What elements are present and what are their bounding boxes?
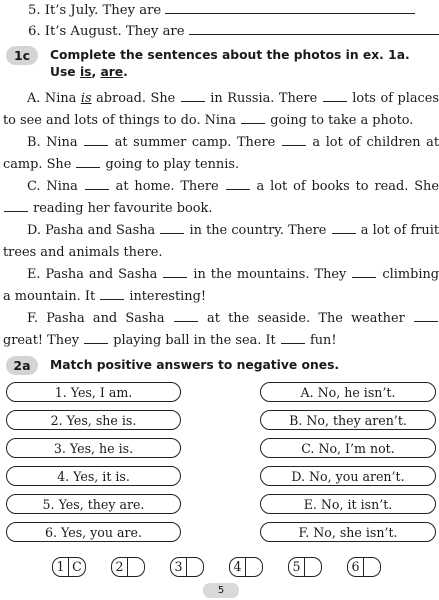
paragraph-c: C. Nina at home. There a lot of books to read. She reading her favourite book.	[3, 176, 439, 220]
blank[interactable]	[100, 289, 124, 300]
answer-box-number: 3	[170, 557, 187, 577]
answer-box-3[interactable]	[170, 557, 204, 577]
negative-answer-b[interactable]: B. No, they aren’t.	[260, 410, 436, 430]
answer-box-field[interactable]	[187, 557, 204, 577]
positive-answer-1[interactable]: 1. Yes, I am.	[6, 382, 181, 402]
positive-answer-4[interactable]: 4. Yes, it is.	[6, 466, 181, 486]
positive-answer-5[interactable]: 5. Yes, they are.	[6, 494, 181, 514]
answer-box-1[interactable]	[52, 557, 86, 577]
answer-box-field[interactable]	[128, 557, 145, 577]
blank[interactable]	[323, 91, 347, 102]
paragraph-d: D. Pasha and Sasha in the country. There a lot of fruit trees and animals there.	[3, 223, 439, 260]
blank[interactable]	[4, 201, 28, 212]
exercise-2a-instruction: Match positive answers to negative ones.	[50, 358, 340, 372]
answer-box-field[interactable]: C	[69, 557, 86, 577]
paragraph-f: F. Pasha and Sasha at the seaside. The weather great! They playing ball in the sea. It fun!	[3, 308, 439, 352]
negative-answer-d[interactable]: D. No, you aren’t.	[260, 466, 436, 486]
answer-box-4[interactable]	[229, 557, 263, 577]
blank[interactable]	[84, 135, 108, 146]
sentence-6-text: 6. It’s August. They are	[28, 24, 185, 39]
blank[interactable]	[241, 113, 265, 124]
blank[interactable]	[84, 333, 108, 344]
positive-answer-6[interactable]: 6. Yes, you are.	[6, 522, 181, 542]
blank[interactable]	[352, 267, 376, 278]
answer-box-5[interactable]	[288, 557, 322, 577]
page-number: 5	[203, 583, 239, 598]
answer-box-field[interactable]	[305, 557, 322, 577]
exercise-1c-header	[2, 46, 439, 86]
sentence-5	[28, 0, 438, 19]
blank[interactable]	[414, 311, 438, 322]
blank[interactable]	[174, 311, 198, 322]
answer-box-number: 4	[229, 557, 246, 577]
exercise-2a-header	[2, 356, 439, 376]
blank[interactable]	[282, 135, 306, 146]
answer-box-number: 2	[111, 557, 128, 577]
answer-box-6[interactable]	[347, 557, 381, 577]
answer-line-6[interactable]	[189, 21, 439, 35]
blank[interactable]	[281, 333, 305, 344]
paragraph-a: A. Nina is abroad. She in Russia. There lots of places to see and lots of things to do. Nina going to take a photo.	[3, 91, 439, 128]
negative-answer-f[interactable]: F. No, she isn’t.	[260, 522, 436, 542]
blank[interactable]	[181, 91, 205, 102]
answer-line-5[interactable]	[165, 0, 415, 14]
answer-box-2[interactable]	[111, 557, 145, 577]
sentence-6	[28, 21, 438, 40]
answer-box-number: 5	[288, 557, 305, 577]
example-answer: is	[80, 91, 92, 106]
exercise-badge-2a: 2a	[6, 356, 38, 375]
answer-box-number: 1	[52, 557, 69, 577]
blank[interactable]	[160, 223, 184, 234]
exercise-badge-1c: 1c	[6, 46, 38, 65]
positive-answer-2[interactable]: 2. Yes, she is.	[6, 410, 181, 430]
blank[interactable]	[332, 223, 356, 234]
positive-answer-3[interactable]: 3. Yes, he is.	[6, 438, 181, 458]
paragraph-b: B. Nina at summer camp. There a lot of children at camp. She going to play tennis.	[3, 135, 439, 172]
answer-box-field[interactable]	[364, 557, 381, 577]
negative-answer-a[interactable]: A. No, he isn’t.	[260, 382, 436, 402]
blank[interactable]	[163, 267, 187, 278]
blank[interactable]	[85, 179, 109, 190]
answer-box-number: 6	[347, 557, 364, 577]
exercise-1c-instruction: Complete the sentences about the photos in ex. 1a. Use is, are.	[50, 48, 410, 79]
negative-answer-c[interactable]: C. No, I’m not.	[260, 438, 436, 458]
paragraph-e: E. Pasha and Sasha in the mountains. They climbing a mountain. It interesting!	[3, 267, 439, 304]
answer-box-field[interactable]	[246, 557, 263, 577]
blank[interactable]	[226, 179, 250, 190]
blank[interactable]	[76, 157, 100, 168]
negative-answer-e[interactable]: E. No, it isn’t.	[260, 494, 436, 514]
sentence-5-text: 5. It’s July. They are	[28, 3, 162, 18]
